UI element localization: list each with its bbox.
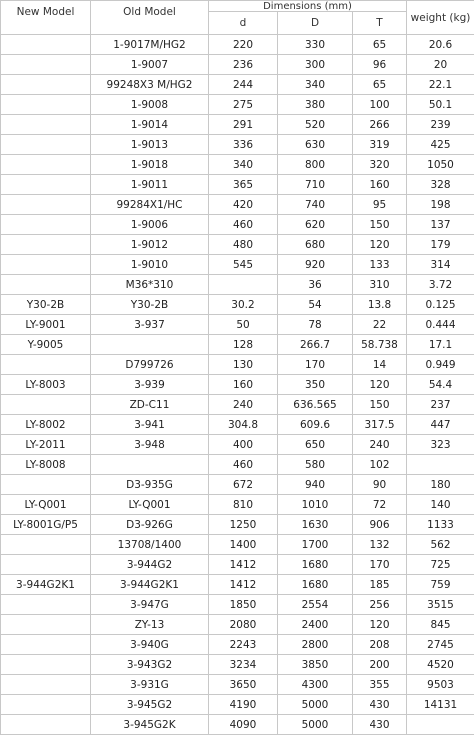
outer-diameter-cell: 1630 [278,515,353,535]
old-model-cell: 3-940G [91,635,209,655]
inner-diameter-cell: 460 [209,455,278,475]
table-row [1,315,474,335]
thickness-cell: 133 [353,255,407,275]
table-row [1,635,474,655]
inner-diameter-cell: 30.2 [209,295,278,315]
outer-diameter-cell: 1700 [278,535,353,555]
new-model-cell [1,235,91,255]
table-row [1,335,474,355]
weight-cell: 237 [407,395,474,415]
old-model-cell: 1-9011 [91,175,209,195]
new-model-cell [1,475,91,495]
table-row [1,255,474,275]
weight-cell: 323 [407,435,474,455]
thickness-cell: 150 [353,215,407,235]
new-model-cell [1,355,91,375]
new-model-cell [1,55,91,75]
outer-diameter-cell: 78 [278,315,353,335]
weight-cell: 1050 [407,155,474,175]
new-model-cell [1,395,91,415]
table-row [1,175,474,195]
thickness-cell: 132 [353,535,407,555]
new-model-cell [1,255,91,275]
old-model-cell: 3-941 [91,415,209,435]
table-row [1,515,474,535]
outer-diameter-cell: 36 [278,275,353,295]
weight-cell: 239 [407,115,474,135]
table-row [1,135,474,155]
outer-diameter-cell: 330 [278,35,353,55]
inner-diameter-cell: 545 [209,255,278,275]
thickness-cell: 310 [353,275,407,295]
old-model-cell: D799726 [91,355,209,375]
weight-cell: 17.1 [407,335,474,355]
thickness-cell: 65 [353,35,407,55]
inner-diameter-cell: 1250 [209,515,278,535]
inner-diameter-cell: 672 [209,475,278,495]
outer-diameter-cell: 800 [278,155,353,175]
inner-diameter-cell: 1400 [209,535,278,555]
weight-cell: 447 [407,415,474,435]
thickness-cell: 200 [353,655,407,675]
new-model-cell [1,195,91,215]
thickness-cell: 96 [353,55,407,75]
new-model-cell [1,535,91,555]
thickness-cell: 256 [353,595,407,615]
header-dimensions: Dimensions (mm) [209,1,407,12]
inner-diameter-cell: 1412 [209,575,278,595]
table-row [1,595,474,615]
new-model-cell [1,175,91,195]
thickness-cell: 185 [353,575,407,595]
old-model-cell: Y30-2B [91,295,209,315]
table-row [1,35,474,55]
thickness-cell: 95 [353,195,407,215]
table-row [1,355,474,375]
outer-diameter-cell: 4300 [278,675,353,695]
outer-diameter-cell: 350 [278,375,353,395]
outer-diameter-cell: 636.565 [278,395,353,415]
weight-cell: 725 [407,555,474,575]
weight-cell: 20 [407,55,474,75]
outer-diameter-cell: 920 [278,255,353,275]
thickness-cell: 120 [353,235,407,255]
new-model-cell [1,595,91,615]
outer-diameter-cell: 2800 [278,635,353,655]
inner-diameter-cell: 160 [209,375,278,395]
inner-diameter-cell [209,275,278,295]
inner-diameter-cell: 3650 [209,675,278,695]
old-model-cell: 3-937 [91,315,209,335]
old-model-cell: ZY-13 [91,615,209,635]
new-model-cell [1,215,91,235]
table-row [1,375,474,395]
new-model-cell [1,155,91,175]
table-row [1,115,474,135]
header-t: T [353,12,407,35]
thickness-cell: 58.738 [353,335,407,355]
weight-cell: 0.949 [407,355,474,375]
old-model-cell: 1-9018 [91,155,209,175]
old-model-cell: 1-9017M/HG2 [91,35,209,55]
old-model-cell: 3-939 [91,375,209,395]
outer-diameter-cell: 580 [278,455,353,475]
thickness-cell: 150 [353,395,407,415]
weight-cell: 54.4 [407,375,474,395]
new-model-cell: LY-Q001 [1,495,91,515]
weight-cell: 1133 [407,515,474,535]
table-body [1,35,474,735]
new-model-cell [1,115,91,135]
outer-diameter-cell: 520 [278,115,353,135]
weight-cell: 4520 [407,655,474,675]
weight-cell: 2745 [407,635,474,655]
outer-diameter-cell: 2554 [278,595,353,615]
weight-cell [407,455,474,475]
inner-diameter-cell: 220 [209,35,278,55]
new-model-cell: Y30-2B [1,295,91,315]
thickness-cell: 120 [353,375,407,395]
table-row [1,295,474,315]
old-model-cell [91,455,209,475]
header-new-model: New Model [1,1,91,35]
weight-cell: 425 [407,135,474,155]
outer-diameter-cell: 710 [278,175,353,195]
weight-cell: 140 [407,495,474,515]
outer-diameter-cell: 2400 [278,615,353,635]
old-model-cell: 1-9010 [91,255,209,275]
outer-diameter-cell: 266.7 [278,335,353,355]
old-model-cell: 3-948 [91,435,209,455]
new-model-cell [1,615,91,635]
outer-diameter-cell: 1010 [278,495,353,515]
inner-diameter-cell: 365 [209,175,278,195]
thickness-cell: 319 [353,135,407,155]
thickness-cell: 355 [353,675,407,695]
outer-diameter-cell: 650 [278,435,353,455]
thickness-cell: 100 [353,95,407,115]
inner-diameter-cell: 275 [209,95,278,115]
weight-cell: 0.125 [407,295,474,315]
inner-diameter-cell: 4190 [209,695,278,715]
new-model-cell [1,715,91,735]
weight-cell: 328 [407,175,474,195]
thickness-cell: 317.5 [353,415,407,435]
table-row [1,535,474,555]
new-model-cell [1,555,91,575]
thickness-cell: 430 [353,695,407,715]
inner-diameter-cell: 130 [209,355,278,375]
inner-diameter-cell: 1850 [209,595,278,615]
weight-cell: 562 [407,535,474,555]
inner-diameter-cell: 810 [209,495,278,515]
thickness-cell: 170 [353,555,407,575]
thickness-cell: 208 [353,635,407,655]
header-d-large: D [278,12,353,35]
old-model-cell: D3-935G [91,475,209,495]
inner-diameter-cell: 2243 [209,635,278,655]
old-model-cell: 99284X1/HC [91,195,209,215]
outer-diameter-cell: 940 [278,475,353,495]
weight-cell: 9503 [407,675,474,695]
table-row [1,655,474,675]
old-model-cell: D3-926G [91,515,209,535]
outer-diameter-cell: 630 [278,135,353,155]
inner-diameter-cell: 400 [209,435,278,455]
weight-cell: 137 [407,215,474,235]
new-model-cell [1,135,91,155]
old-model-cell: 99248X3 M/HG2 [91,75,209,95]
old-model-cell: 1-9007 [91,55,209,75]
inner-diameter-cell: 480 [209,235,278,255]
old-model-cell: 1-9006 [91,215,209,235]
weight-cell: 180 [407,475,474,495]
table-row [1,495,474,515]
inner-diameter-cell: 128 [209,335,278,355]
table-row [1,415,474,435]
new-model-cell: Y-9005 [1,335,91,355]
thickness-cell: 22 [353,315,407,335]
table-row [1,215,474,235]
outer-diameter-cell: 680 [278,235,353,255]
thickness-cell: 906 [353,515,407,535]
table-row [1,555,474,575]
outer-diameter-cell: 5000 [278,715,353,735]
old-model-cell: LY-Q001 [91,495,209,515]
inner-diameter-cell: 1412 [209,555,278,575]
old-model-cell: 3-943G2 [91,655,209,675]
outer-diameter-cell: 380 [278,95,353,115]
new-model-cell: LY-8002 [1,415,91,435]
weight-cell: 22.1 [407,75,474,95]
table-row [1,695,474,715]
table-row [1,275,474,295]
inner-diameter-cell: 420 [209,195,278,215]
new-model-cell: LY-8001G/P5 [1,515,91,535]
table-row [1,395,474,415]
outer-diameter-cell: 1680 [278,575,353,595]
table-row [1,455,474,475]
table-row [1,55,474,75]
new-model-cell [1,275,91,295]
thickness-cell: 430 [353,715,407,735]
outer-diameter-cell: 300 [278,55,353,75]
table-row [1,195,474,215]
inner-diameter-cell: 240 [209,395,278,415]
table-row [1,435,474,455]
thickness-cell: 160 [353,175,407,195]
outer-diameter-cell: 609.6 [278,415,353,435]
old-model-cell: 13708/1400 [91,535,209,555]
inner-diameter-cell: 336 [209,135,278,155]
old-model-cell: 3-944G2K1 [91,575,209,595]
old-model-cell: 3-945G2 [91,695,209,715]
thickness-cell: 65 [353,75,407,95]
old-model-cell: 1-9014 [91,115,209,135]
weight-cell: 845 [407,615,474,635]
new-model-cell [1,95,91,115]
old-model-cell: 1-9013 [91,135,209,155]
old-model-cell [91,335,209,355]
thickness-cell: 240 [353,435,407,455]
weight-cell: 50.1 [407,95,474,115]
table-row [1,575,474,595]
old-model-cell: 3-945G2K [91,715,209,735]
thickness-cell: 320 [353,155,407,175]
inner-diameter-cell: 460 [209,215,278,235]
header-d-small: d [209,12,278,35]
outer-diameter-cell: 620 [278,215,353,235]
outer-diameter-cell: 1680 [278,555,353,575]
thickness-cell: 102 [353,455,407,475]
outer-diameter-cell: 5000 [278,695,353,715]
inner-diameter-cell: 244 [209,75,278,95]
thickness-cell: 120 [353,615,407,635]
new-model-cell [1,695,91,715]
new-model-cell [1,655,91,675]
header-old-model: Old Model [91,1,209,35]
weight-cell: 3.72 [407,275,474,295]
new-model-cell [1,35,91,55]
outer-diameter-cell: 740 [278,195,353,215]
thickness-cell: 14 [353,355,407,375]
outer-diameter-cell: 170 [278,355,353,375]
old-model-cell: 1-9012 [91,235,209,255]
new-model-cell: 3-944G2K1 [1,575,91,595]
old-model-cell: ZD-C11 [91,395,209,415]
thickness-cell: 90 [353,475,407,495]
table-row [1,475,474,495]
old-model-cell: 3-931G [91,675,209,695]
new-model-cell [1,675,91,695]
new-model-cell: LY-8003 [1,375,91,395]
table-row [1,615,474,635]
inner-diameter-cell: 340 [209,155,278,175]
new-model-cell: LY-9001 [1,315,91,335]
inner-diameter-cell: 236 [209,55,278,75]
weight-cell: 314 [407,255,474,275]
outer-diameter-cell: 54 [278,295,353,315]
new-model-cell: LY-2011 [1,435,91,455]
weight-cell: 179 [407,235,474,255]
inner-diameter-cell: 4090 [209,715,278,735]
thickness-cell: 266 [353,115,407,135]
outer-diameter-cell: 3850 [278,655,353,675]
header-weight: weight (kg) [407,1,474,35]
weight-cell: 20.6 [407,35,474,55]
thickness-cell: 13.8 [353,295,407,315]
weight-cell: 759 [407,575,474,595]
weight-cell: 3515 [407,595,474,615]
old-model-cell: M36*310 [91,275,209,295]
new-model-cell: LY-8008 [1,455,91,475]
table-row [1,715,474,735]
weight-cell: 198 [407,195,474,215]
weight-cell: 14131 [407,695,474,715]
inner-diameter-cell: 2080 [209,615,278,635]
weight-cell [407,715,474,735]
table-row [1,235,474,255]
inner-diameter-cell: 291 [209,115,278,135]
table-row [1,155,474,175]
new-model-cell [1,75,91,95]
weight-cell: 0.444 [407,315,474,335]
table-row [1,75,474,95]
table-row [1,95,474,115]
old-model-cell: 3-947G [91,595,209,615]
new-model-cell [1,635,91,655]
thickness-cell: 72 [353,495,407,515]
table-row [1,675,474,695]
inner-diameter-cell: 304.8 [209,415,278,435]
outer-diameter-cell: 340 [278,75,353,95]
inner-diameter-cell: 3234 [209,655,278,675]
old-model-cell: 1-9008 [91,95,209,115]
old-model-cell: 3-944G2 [91,555,209,575]
inner-diameter-cell: 50 [209,315,278,335]
